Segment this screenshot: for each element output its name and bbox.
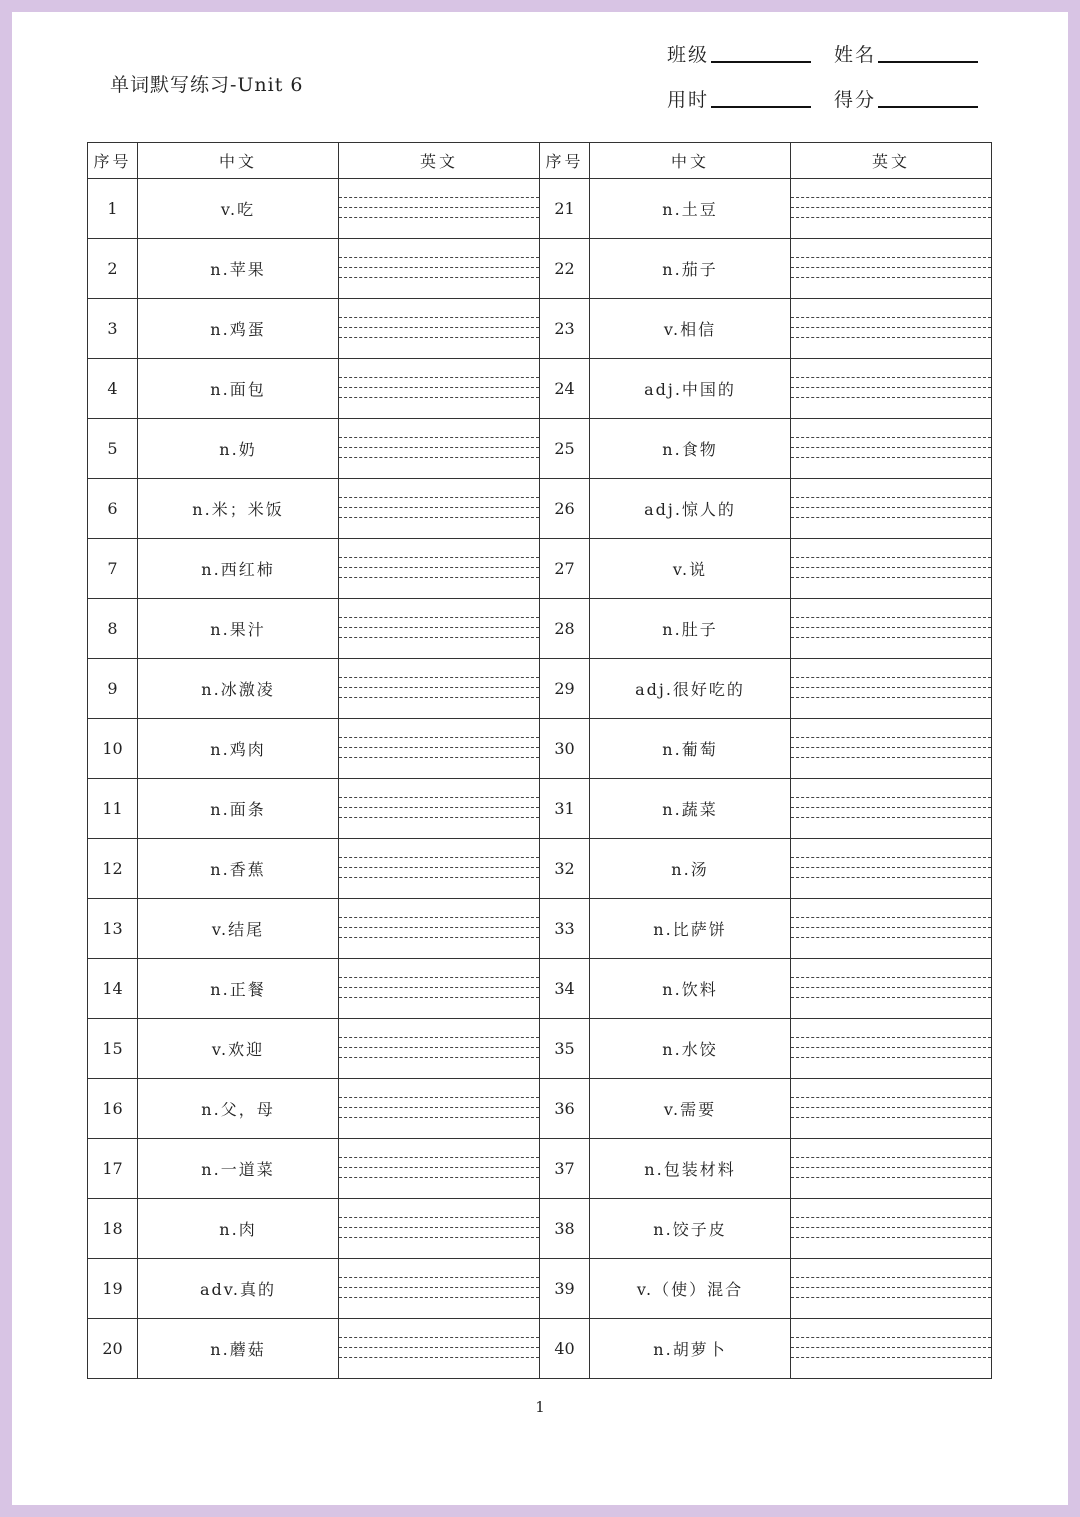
english-answer-cell[interactable] (791, 359, 992, 419)
english-answer-cell[interactable] (339, 659, 540, 719)
chinese-meaning: n.土豆 (590, 179, 791, 239)
chinese-meaning: n.比萨饼 (590, 899, 791, 959)
chinese-meaning: v.相信 (590, 299, 791, 359)
writing-guide-line (791, 567, 991, 568)
item-number: 17 (88, 1139, 138, 1199)
writing-guide-line (339, 507, 539, 508)
item-number: 10 (88, 719, 138, 779)
writing-guide-line (339, 577, 539, 578)
table-row (88, 599, 992, 659)
writing-guide-line (791, 277, 991, 278)
writing-guide-line (339, 277, 539, 278)
table-row (88, 479, 992, 539)
writing-guide-line (339, 1277, 539, 1278)
writing-guide-line (339, 1297, 539, 1298)
chinese-meaning: v.说 (590, 539, 791, 599)
item-number: 31 (540, 779, 590, 839)
writing-guide-line (339, 737, 539, 738)
writing-guide-line (791, 377, 991, 378)
score-label: 得分 (834, 89, 877, 111)
english-answer-cell[interactable] (791, 179, 992, 239)
writing-guide-line (339, 1337, 539, 1338)
writing-guide-line (791, 437, 991, 438)
english-answer-cell[interactable] (339, 1079, 540, 1139)
chinese-meaning: n.奶 (138, 419, 339, 479)
english-answer-cell[interactable] (339, 419, 540, 479)
name-label: 姓名 (834, 44, 877, 66)
writing-guide-line (339, 497, 539, 498)
page-title: 单词默写练习-Unit 6 (110, 74, 304, 96)
english-answer-cell[interactable] (791, 899, 992, 959)
writing-guide-line (339, 687, 539, 688)
writing-guide-line (791, 257, 991, 258)
writing-guide-line (339, 1217, 539, 1218)
writing-guide-line (339, 317, 539, 318)
writing-guide-line (791, 807, 991, 808)
english-answer-cell[interactable] (339, 539, 540, 599)
english-answer-cell[interactable] (791, 839, 992, 899)
chinese-meaning: n.父，母 (138, 1079, 339, 1139)
english-answer-cell[interactable] (791, 539, 992, 599)
writing-guide-line (791, 997, 991, 998)
header-number-right: 序号 (540, 143, 590, 179)
chinese-meaning: n.苹果 (138, 239, 339, 299)
table-row (88, 1019, 992, 1079)
writing-guide-line (791, 1107, 991, 1108)
item-number: 9 (88, 659, 138, 719)
time-field (667, 85, 811, 112)
page-number: 1 (535, 1398, 545, 1416)
english-answer-cell[interactable] (339, 599, 540, 659)
english-answer-cell[interactable] (339, 1199, 540, 1259)
writing-guide-line (791, 1157, 991, 1158)
writing-guide-line (791, 1337, 991, 1338)
writing-guide-line (791, 1037, 991, 1038)
writing-guide-line (339, 987, 539, 988)
time-label: 用时 (667, 89, 710, 111)
table-row (88, 839, 992, 899)
table-row (88, 239, 992, 299)
english-answer-cell[interactable] (339, 719, 540, 779)
item-number: 3 (88, 299, 138, 359)
writing-guide-line (339, 697, 539, 698)
item-number: 28 (540, 599, 590, 659)
writing-guide-line (791, 1117, 991, 1118)
class-label: 班级 (667, 44, 710, 66)
chinese-meaning: n.鸡蛋 (138, 299, 339, 359)
item-number: 5 (88, 419, 138, 479)
english-answer-cell[interactable] (791, 299, 992, 359)
table-row (88, 959, 992, 1019)
writing-guide-line (339, 567, 539, 568)
chinese-meaning: n.果汁 (138, 599, 339, 659)
writing-guide-line (791, 1297, 991, 1298)
writing-guide-line (339, 757, 539, 758)
writing-guide-line (339, 1057, 539, 1058)
writing-guide-line (339, 1357, 539, 1358)
writing-guide-line (339, 1227, 539, 1228)
writing-guide-line (339, 677, 539, 678)
english-answer-cell[interactable] (339, 239, 540, 299)
chinese-meaning: n.水饺 (590, 1019, 791, 1079)
chinese-meaning: n.蔬菜 (590, 779, 791, 839)
item-number: 1 (88, 179, 138, 239)
time-blank[interactable] (711, 106, 811, 108)
chinese-meaning: n.肚子 (590, 599, 791, 659)
item-number: 6 (88, 479, 138, 539)
writing-guide-line (791, 1277, 991, 1278)
writing-guide-line (791, 987, 991, 988)
writing-guide-line (339, 1167, 539, 1168)
writing-guide-line (791, 797, 991, 798)
writing-guide-line (339, 1117, 539, 1118)
table-row (88, 899, 992, 959)
table-row (88, 299, 992, 359)
item-number: 39 (540, 1259, 590, 1319)
chinese-meaning: n.西红柿 (138, 539, 339, 599)
writing-guide-line (339, 1237, 539, 1238)
writing-guide-line (339, 557, 539, 558)
english-answer-cell[interactable] (791, 1319, 992, 1379)
english-answer-cell[interactable] (339, 779, 540, 839)
score-blank[interactable] (878, 106, 978, 108)
chinese-meaning: n.一道菜 (138, 1139, 339, 1199)
english-answer-cell[interactable] (339, 1319, 540, 1379)
chinese-meaning: v.结尾 (138, 899, 339, 959)
table-row (88, 179, 992, 239)
english-answer-cell[interactable] (791, 779, 992, 839)
writing-guide-line (791, 1237, 991, 1238)
writing-guide-line (339, 437, 539, 438)
chinese-meaning: v.需要 (590, 1079, 791, 1139)
writing-guide-line (339, 1177, 539, 1178)
chinese-meaning: n.冰激凌 (138, 659, 339, 719)
item-number: 18 (88, 1199, 138, 1259)
item-number: 33 (540, 899, 590, 959)
writing-guide-line (791, 917, 991, 918)
english-answer-cell[interactable] (339, 359, 540, 419)
writing-guide-line (791, 397, 991, 398)
writing-guide-line (791, 757, 991, 758)
item-number: 29 (540, 659, 590, 719)
writing-guide-line (339, 337, 539, 338)
writing-guide-line (339, 1347, 539, 1348)
table-header-row (88, 143, 992, 179)
vocabulary-table (87, 142, 992, 1379)
writing-guide-line (339, 937, 539, 938)
writing-guide-line (791, 637, 991, 638)
english-answer-cell[interactable] (791, 1079, 992, 1139)
english-answer-cell[interactable] (791, 959, 992, 1019)
table-row (88, 1259, 992, 1319)
writing-guide-line (339, 617, 539, 618)
chinese-meaning: n.茄子 (590, 239, 791, 299)
writing-guide-line (339, 397, 539, 398)
english-answer-cell[interactable] (339, 1019, 540, 1079)
item-number: 40 (540, 1319, 590, 1379)
item-number: 24 (540, 359, 590, 419)
header-english-right: 英文 (791, 143, 992, 179)
writing-guide-line (339, 927, 539, 928)
writing-guide-line (339, 387, 539, 388)
writing-guide-line (791, 1097, 991, 1098)
english-answer-cell[interactable] (791, 239, 992, 299)
class-blank[interactable] (711, 61, 811, 63)
item-number: 14 (88, 959, 138, 1019)
writing-guide-line (339, 637, 539, 638)
english-answer-cell[interactable] (791, 719, 992, 779)
writing-guide-line (791, 457, 991, 458)
header-chinese-right: 中文 (590, 143, 791, 179)
table-row (88, 539, 992, 599)
item-number: 36 (540, 1079, 590, 1139)
chinese-meaning: n.肉 (138, 1199, 339, 1259)
header-number-left: 序号 (88, 143, 138, 179)
writing-guide-line (791, 217, 991, 218)
chinese-meaning: adj.很好吃的 (590, 659, 791, 719)
writing-guide-line (339, 857, 539, 858)
item-number: 26 (540, 479, 590, 539)
writing-guide-line (791, 387, 991, 388)
chinese-meaning: adv.真的 (138, 1259, 339, 1319)
writing-guide-line (339, 207, 539, 208)
writing-guide-line (791, 317, 991, 318)
table-body (88, 179, 992, 1379)
writing-guide-line (339, 327, 539, 328)
writing-guide-line (791, 867, 991, 868)
writing-guide-line (791, 197, 991, 198)
writing-guide-line (791, 977, 991, 978)
writing-guide-line (339, 797, 539, 798)
writing-guide-line (339, 747, 539, 748)
chinese-meaning: n.面包 (138, 359, 339, 419)
item-number: 21 (540, 179, 590, 239)
table-row (88, 779, 992, 839)
writing-guide-line (791, 1287, 991, 1288)
writing-guide-line (791, 497, 991, 498)
writing-guide-line (339, 217, 539, 218)
table-row (88, 1139, 992, 1199)
score-field (834, 85, 978, 112)
writing-guide-line (339, 257, 539, 258)
item-number: 32 (540, 839, 590, 899)
table-row (88, 359, 992, 419)
writing-guide-line (339, 997, 539, 998)
chinese-meaning: n.香蕉 (138, 839, 339, 899)
chinese-meaning: n.正餐 (138, 959, 339, 1019)
item-number: 19 (88, 1259, 138, 1319)
writing-guide-line (339, 1097, 539, 1098)
writing-guide-line (791, 517, 991, 518)
item-number: 4 (88, 359, 138, 419)
writing-guide-line (791, 1357, 991, 1358)
writing-guide-line (791, 447, 991, 448)
writing-guide-line (791, 627, 991, 628)
chinese-meaning: n.鸡肉 (138, 719, 339, 779)
chinese-meaning: v.吃 (138, 179, 339, 239)
english-answer-cell[interactable] (339, 1259, 540, 1319)
writing-guide-line (791, 937, 991, 938)
chinese-meaning: n.饺子皮 (590, 1199, 791, 1259)
english-answer-cell[interactable] (339, 839, 540, 899)
writing-guide-line (791, 1057, 991, 1058)
writing-guide-line (791, 927, 991, 928)
item-number: 30 (540, 719, 590, 779)
writing-guide-line (339, 267, 539, 268)
writing-guide-line (339, 877, 539, 878)
item-number: 16 (88, 1079, 138, 1139)
chinese-meaning: n.食物 (590, 419, 791, 479)
chinese-meaning: n.葡萄 (590, 719, 791, 779)
header-english-left: 英文 (339, 143, 540, 179)
writing-guide-line (791, 1047, 991, 1048)
english-answer-cell[interactable] (339, 959, 540, 1019)
chinese-meaning: n.面条 (138, 779, 339, 839)
writing-guide-line (339, 1037, 539, 1038)
class-field (667, 40, 811, 67)
table-row (88, 1199, 992, 1259)
english-answer-cell[interactable] (791, 1259, 992, 1319)
writing-guide-line (339, 377, 539, 378)
name-blank[interactable] (878, 61, 978, 63)
writing-guide-line (791, 577, 991, 578)
english-answer-cell[interactable] (791, 1019, 992, 1079)
writing-guide-line (791, 817, 991, 818)
writing-guide-line (339, 917, 539, 918)
item-number: 23 (540, 299, 590, 359)
writing-guide-line (791, 1167, 991, 1168)
item-number: 38 (540, 1199, 590, 1259)
name-field (834, 40, 978, 67)
writing-guide-line (791, 737, 991, 738)
english-answer-cell[interactable] (791, 659, 992, 719)
item-number: 35 (540, 1019, 590, 1079)
english-answer-cell[interactable] (339, 899, 540, 959)
item-number: 7 (88, 539, 138, 599)
english-answer-cell[interactable] (791, 1199, 992, 1259)
item-number: 37 (540, 1139, 590, 1199)
chinese-meaning: adj.中国的 (590, 359, 791, 419)
writing-guide-line (339, 447, 539, 448)
writing-guide-line (791, 557, 991, 558)
writing-guide-line (339, 1157, 539, 1158)
english-answer-cell[interactable] (339, 479, 540, 539)
table-row (88, 719, 992, 779)
item-number: 27 (540, 539, 590, 599)
item-number: 11 (88, 779, 138, 839)
writing-guide-line (339, 1107, 539, 1108)
chinese-meaning: n.胡萝卜 (590, 1319, 791, 1379)
writing-guide-line (791, 747, 991, 748)
worksheet-page (12, 12, 1068, 1505)
item-number: 12 (88, 839, 138, 899)
chinese-meaning: n.米；米饭 (138, 479, 339, 539)
english-answer-cell[interactable] (791, 1139, 992, 1199)
writing-guide-line (339, 197, 539, 198)
chinese-meaning: n.包装材料 (590, 1139, 791, 1199)
writing-guide-line (339, 807, 539, 808)
chinese-meaning: v.（使）混合 (590, 1259, 791, 1319)
item-number: 15 (88, 1019, 138, 1079)
writing-guide-line (339, 817, 539, 818)
writing-guide-line (339, 1287, 539, 1288)
english-answer-cell[interactable] (339, 1139, 540, 1199)
chinese-meaning: n.蘑菇 (138, 1319, 339, 1379)
table-row (88, 1319, 992, 1379)
writing-guide-line (791, 877, 991, 878)
writing-guide-line (339, 517, 539, 518)
writing-guide-line (339, 867, 539, 868)
english-answer-cell[interactable] (791, 419, 992, 479)
table-row (88, 419, 992, 479)
item-number: 22 (540, 239, 590, 299)
item-number: 2 (88, 239, 138, 299)
english-answer-cell[interactable] (339, 299, 540, 359)
chinese-meaning: n.汤 (590, 839, 791, 899)
chinese-meaning: n.饮料 (590, 959, 791, 1019)
writing-guide-line (791, 617, 991, 618)
writing-guide-line (791, 857, 991, 858)
table-row (88, 659, 992, 719)
english-answer-cell[interactable] (339, 179, 540, 239)
header-chinese-left: 中文 (138, 143, 339, 179)
writing-guide-line (339, 1047, 539, 1048)
writing-guide-line (339, 977, 539, 978)
writing-guide-line (791, 1347, 991, 1348)
writing-guide-line (791, 1217, 991, 1218)
item-number: 20 (88, 1319, 138, 1379)
writing-guide-line (339, 457, 539, 458)
writing-guide-line (791, 327, 991, 328)
item-number: 13 (88, 899, 138, 959)
chinese-meaning: v.欢迎 (138, 1019, 339, 1079)
writing-guide-line (339, 627, 539, 628)
writing-guide-line (791, 337, 991, 338)
writing-guide-line (791, 207, 991, 208)
writing-guide-line (791, 697, 991, 698)
item-number: 8 (88, 599, 138, 659)
table-row (88, 1079, 992, 1139)
writing-guide-line (791, 677, 991, 678)
item-number: 34 (540, 959, 590, 1019)
writing-guide-line (791, 507, 991, 508)
writing-guide-line (791, 1177, 991, 1178)
item-number: 25 (540, 419, 590, 479)
writing-guide-line (791, 687, 991, 688)
chinese-meaning: adj.惊人的 (590, 479, 791, 539)
writing-guide-line (791, 267, 991, 268)
english-answer-cell[interactable] (791, 599, 992, 659)
writing-guide-line (791, 1227, 991, 1228)
english-answer-cell[interactable] (791, 479, 992, 539)
